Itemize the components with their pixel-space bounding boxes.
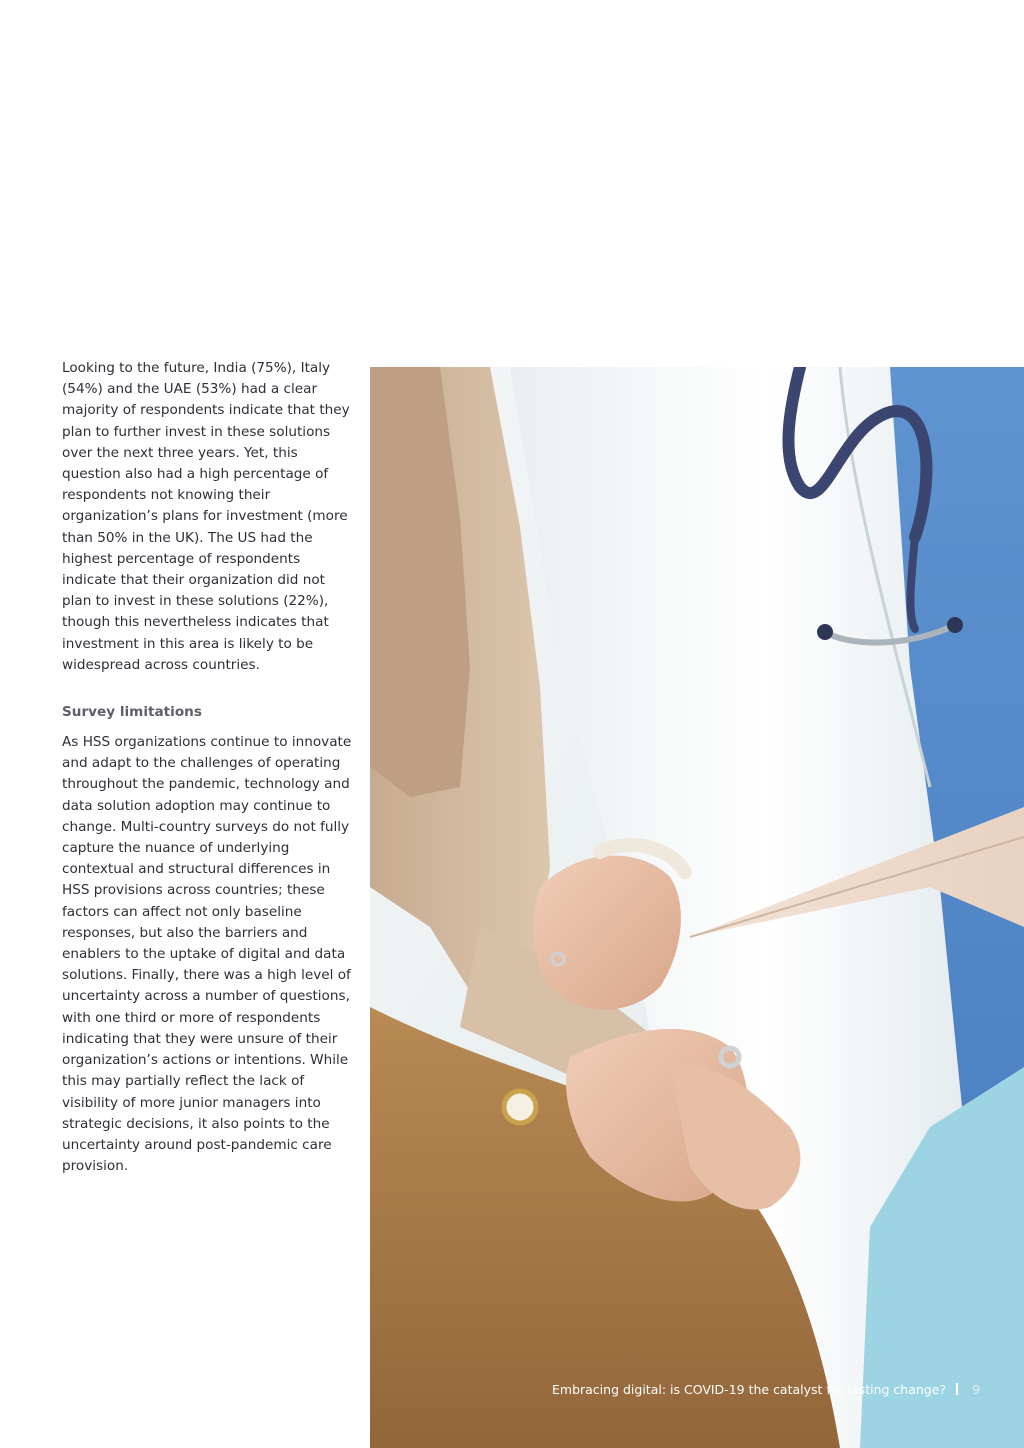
body-paragraph: As HSS organizations continue to innovate and adapt to the challenges of operating throughout the pandemic, technology and data solution adoption may continue to change. Multi-country surveys do not fully capture the nuance of underlying contextual and structural differences in HSS provisions across countries; these factors can affect not only baseline responses, but also the barriers and enablers to the uptake of digital and data solutions. Finally, there was a high level of uncertainty across a number of questions, with one third or more of respondents indicating that they were unsure of their organization’s actions or intentions. While this may partially reflect the lack of visibility of more junior managers into strategic decisions, it also points to the uncertainty around post-pandemic care provision. bbox=[62, 734, 352, 1175]
footer-separator bbox=[956, 1383, 958, 1395]
page-number: 9 bbox=[972, 1382, 981, 1397]
page-footer bbox=[552, 1382, 981, 1400]
section-heading: Survey limitations bbox=[62, 704, 202, 721]
body-paragraph: Looking to the future, India (75%), Italy (54%) and the UAE (53%) had a clear majority of respondents indicate that they plan to further invest in these solutions over the next three years. Yet, this question also had a high percentage of respondents not knowing their organization’s plans for investment (more than 50% in the UK). The US had the highest percentage of respondents indicate that their organization did not plan to invest in these solutions (22%), though this nevertheless indicates that investment in this area is likely to be widespread across countries. bbox=[62, 360, 350, 673]
footer-document-title: Embracing digital: is COVID-19 the catalyst for lasting change? bbox=[552, 1382, 947, 1397]
doctor-patient-photo bbox=[370, 367, 1024, 1448]
body-text-column bbox=[62, 358, 352, 1177]
